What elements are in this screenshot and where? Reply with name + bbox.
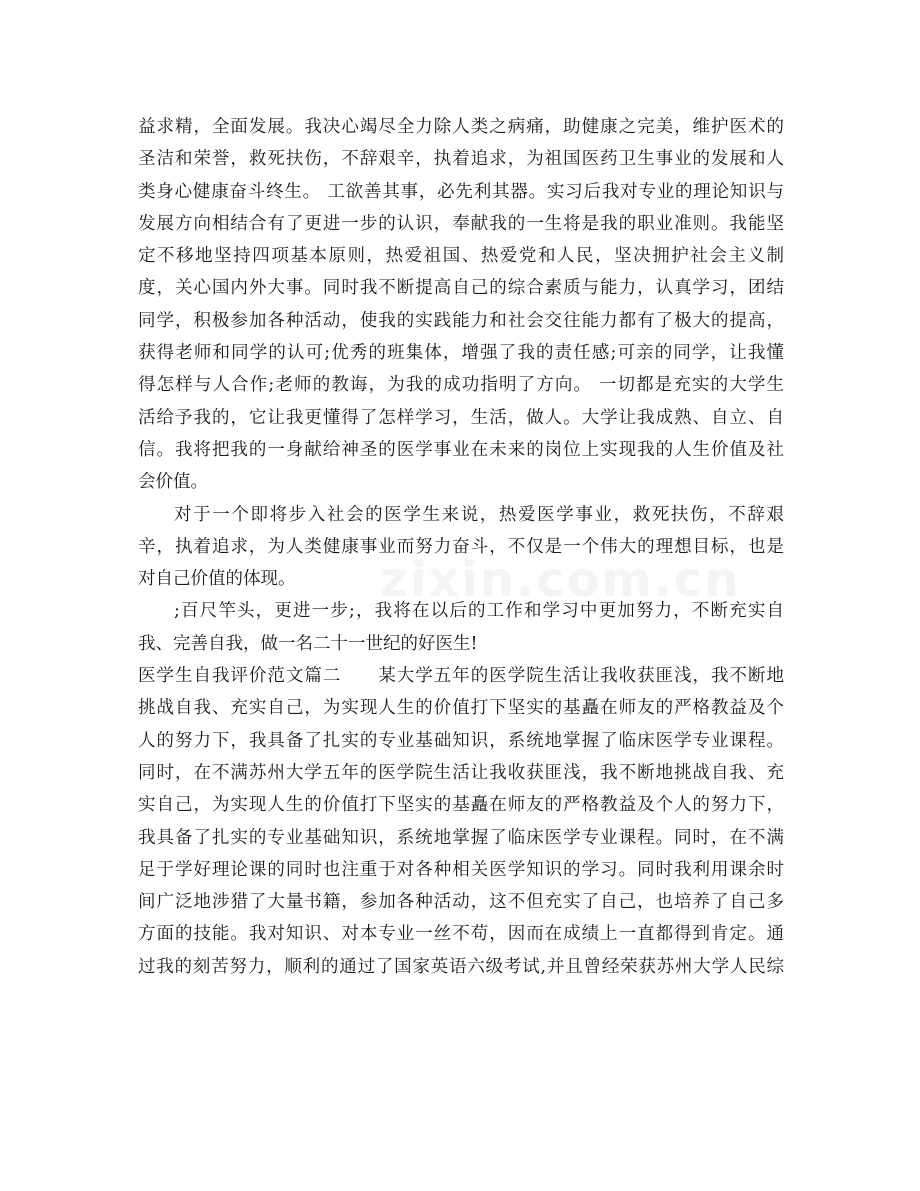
text-line: 间广泛地涉猎了大量书籍，参加各种活动，这不但充实了自己，也培养了自己多 <box>138 892 784 913</box>
text-line: 获得老师和同学的认可;优秀的班集体，增强了我的责任感;可亲的同学，让我懂 <box>138 343 784 364</box>
text-line: 同时，在不满苏州大学五年的医学院生活让我收获匪浅，我不断地挑战自我、充 <box>138 762 784 783</box>
text-line: 我、完善自我，做一名二十一世纪的好医生! <box>138 633 478 654</box>
text-line: 同学，积极参加各种活动，使我的实践能力和社会交往能力都有了极大的提高， <box>138 310 784 331</box>
document-body <box>138 111 784 983</box>
text-line: 辛，执着追求，为人类健康事业而努力奋斗，不仅是一个伟大的理想目标，也是 <box>138 536 784 557</box>
text-line: 挑战自我、充实自己，为实现人生的价值打下坚实的基矗在师友的严格教益及个 <box>138 698 784 719</box>
text-line: 实自己，为实现人生的价值打下坚实的基矗在师友的严格教益及个人的努力下， <box>138 795 784 816</box>
text-line: 发展方向相结合有了更进一步的认识，奉献我的一生将是我的职业准则。我能坚 <box>138 213 784 234</box>
text-line: 活给予我的，它让我更懂得了怎样学习，生活，做人。大学让我成熟、自立、自 <box>138 407 784 428</box>
text-line: 信。我将把我的一身献给神圣的医学事业在未来的岗位上实现我的人生价值及社 <box>138 439 784 460</box>
text-line: 过我的刻苦努力，顺利的通过了国家英语六级考试,并且曾经荣获苏州大学人民综 <box>138 956 784 977</box>
text-line: 益求精，全面发展。我决心竭尽全力除人类之病痛，助健康之完美，维护医术的 <box>138 117 784 137</box>
section-heading-line: 医学生自我评价范文篇二 某大学五年的医学院生活让我收获匪浅，我不断地 <box>138 666 784 687</box>
text-line: 圣洁和荣誉，救死扶伤，不辞艰辛，执着追求，为祖国医药卫生事业的发展和人 <box>138 149 784 170</box>
text-line: 方面的技能。我对知识、对本专业一丝不苟，因而在成绩上一直都得到肯定。通 <box>138 924 784 945</box>
text-line: 定不移地坚持四项基本原则，热爱祖国、热爱党和人民，坚决拥护社会主义制 <box>138 246 784 267</box>
text-line: 足于学好理论课的同时也注重于对各种相关医学知识的学习。同时我利用课余时 <box>138 859 784 880</box>
text-line: 会价值。 <box>138 472 208 493</box>
text-line: 人的努力下，我具备了扎实的专业基础知识，系统地掌握了临床医学专业课程。 <box>138 730 784 751</box>
text-line: 度，关心国内外大事。同时我不断提高自己的综合素质与能力，认真学习，团结 <box>138 278 784 299</box>
text-line: 得怎样与人合作;老师的教诲，为我的成功指明了方向。 一切都是充实的大学生 <box>138 375 784 396</box>
text-line: 类身心健康奋斗终生。 工欲善其事，必先利其器。实习后我对专业的理论知识与 <box>138 181 784 202</box>
text-line: 对于一个即将步入社会的医学生来说，热爱医学事业，救死扶伤，不辞艰 <box>174 504 784 525</box>
text-line: 我具备了扎实的专业基础知识，系统地掌握了临床医学专业课程。同时，在不满 <box>138 827 784 848</box>
text-line: 对自己价值的体现。 <box>138 569 296 590</box>
text-line: ;百尺竿头，更进一步;，我将在以后的工作和学习中更加努力，不断充实自 <box>174 601 784 622</box>
